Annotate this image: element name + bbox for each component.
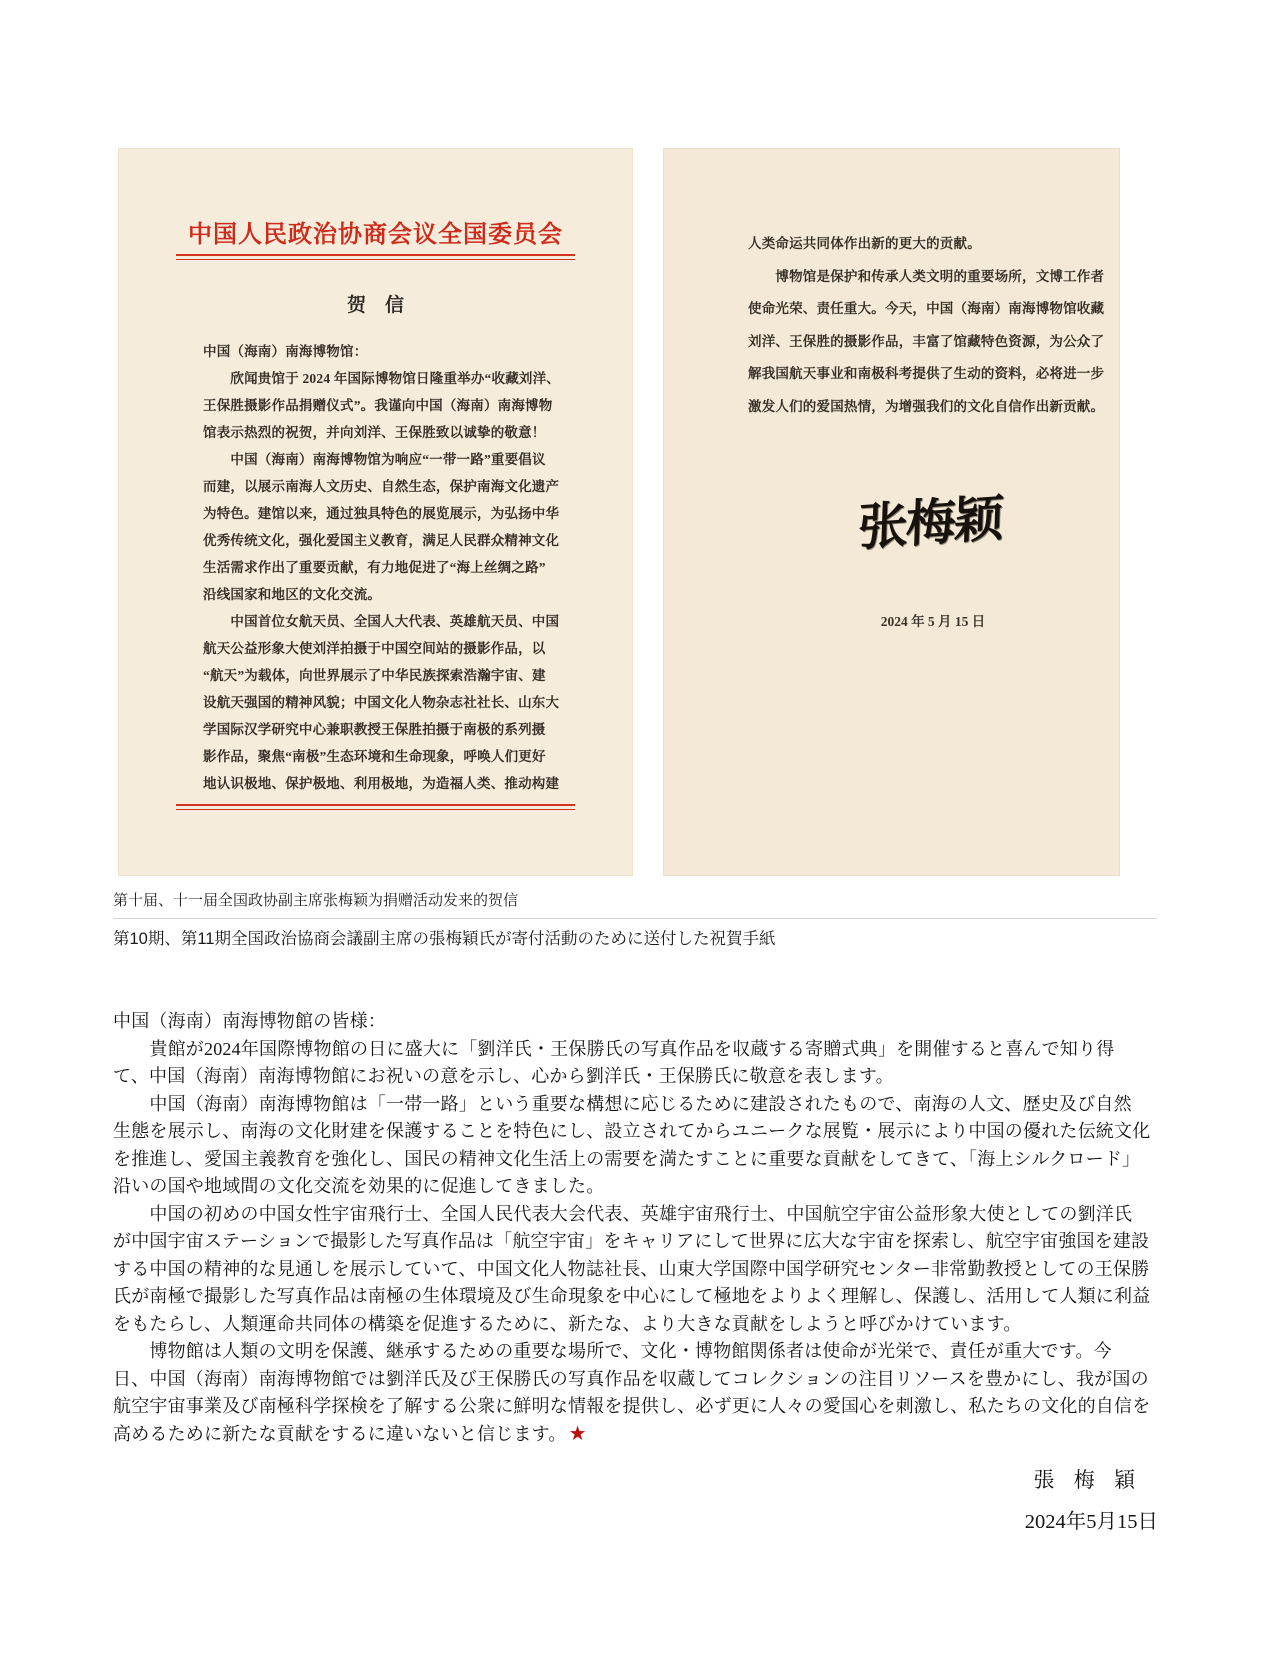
letter-line: 地认识极地、保护极地、利用极地，为造福人类、推动构建 [203, 776, 560, 791]
letter-heading: 贺 信 [346, 295, 404, 316]
translation-line: をもたらし、人類運命共同体の構築を促進するために、新たな、より大きな貢献をしようと呼びかけています。 [113, 1313, 1022, 1334]
letter-bottom-rule [176, 804, 575, 810]
letter-line: 中国（海南）南海博物馆为响应“一带一路”重要倡议 [203, 452, 546, 467]
translation-line: 中国（海南）南海博物館は「一帯一路」という重要な構想に応じるために建設されたもので、南海の人文、歴史及び自然 [113, 1093, 1132, 1114]
letter-top-rule [176, 254, 575, 260]
translation-line: 航空宇宙事業及び南極科学探検を了解する公衆に鮮明な情報を提供し、必ず更に人々の愛国心を刺激し、私たちの文化的自信を [113, 1396, 1151, 1416]
letter-scan-page-2 [663, 148, 1120, 876]
translation-last-line-text: 高めるために新たな貢献をするに違いないと信じます。 [113, 1423, 567, 1444]
translation-lines [113, 1008, 1163, 1421]
translation-line: 沿いの国や地域間の文化交流を効果的に促進してきました。 [113, 1176, 605, 1196]
letter-line: 生活需求作出了重要贡献，有力地促进了“海上丝绸之路” [203, 560, 546, 575]
letter-line: 博物馆是保护和传承人类文明的重要场所，文博工作者 [748, 268, 1105, 284]
letter-line: 欣闻贵馆于 2024 年国际博物馆日隆重举办“收藏刘洋、 [203, 371, 560, 386]
translation-line: 貴館が2024年国際博物館の日に盛大に「劉洋氏・王保勝氏の写真作品を収蔵する寄贈式典」を開催すると喜んで知り得 [113, 1038, 1115, 1059]
translation-line: 日、中国（海南）南海博物館では劉洋氏及び王保勝氏の写真作品を収蔵してコレクションの注目リソースを豊かにし、我が国の [113, 1368, 1149, 1389]
letter-line: 中国（海南）南海博物馆： [203, 344, 368, 359]
letter-date: 2024 年 5 月 15 日 [880, 614, 986, 629]
letter-body-left [203, 338, 563, 797]
letter-line: “航天”为载体，向世界展示了中华民族探索浩瀚宇宙、建 [203, 668, 546, 683]
translation-block [113, 1008, 1163, 1448]
letter-line: 设航天强国的精神风貌；中国文化人物杂志社社长、山东大 [203, 695, 560, 710]
letter-line: 馆表示热烈的祝贺，并向刘洋、王保胜致以诚挚的敬意！ [203, 425, 546, 440]
caption-chinese: 第十届、十一届全国政协副主席张梅颖为捐赠活动发来的贺信 [113, 892, 519, 909]
letter-line: 为特色。建馆以来，通过独具特色的展览展示，为弘扬中华 [203, 506, 560, 521]
translation-line: する中国の精神的な見通しを展示していて、中国文化人物誌社長、山東大学国際中国学研究センター非常勤教授としての王保勝 [113, 1258, 1150, 1279]
letter-line: 解我国航天事业和南极科考提供了生动的资料，必将进一步 [748, 366, 1105, 381]
translation-line: を推進し、愛国主義教育を強化し、国民の精神文化生活上の需要を満たすことに重要な貢献をしてきて、「海上シルクロード」 [113, 1148, 1141, 1169]
red-star-icon: ★ [568, 1422, 587, 1445]
handwritten-signature: 张梅颖 [857, 489, 1003, 557]
letter-line: 沿线国家和地区的文化交流。 [203, 587, 382, 602]
translation-line: 中国（海南）南海博物館の皆様： [113, 1011, 386, 1031]
translation-line: が中国宇宙ステーションで撮影した写真作品は「航空宇宙」をキャリアにして世界に広大な宇宙を探索し、航空宇宙強国を建設 [113, 1231, 1150, 1251]
letter-line: 刘洋、王保胜的摄影作品，丰富了馆藏特色资源，为公众了 [748, 333, 1105, 349]
letter-line: 使命光荣、责任重大。今天，中国（海南）南海博物馆收藏 [748, 301, 1105, 316]
translation-line: 氏が南極で撮影した写真作品は南極の生体環境及び生命現象を中心にして極地をよりよく理解し、保護し、活用して人類に利益 [113, 1286, 1151, 1306]
translation-date: 2024年5月15日 [1024, 1511, 1158, 1533]
letter-line: 优秀传统文化，强化爱国主义教育，满足人民群众精神文化 [203, 533, 560, 548]
letter-org-title: 中国人民政治协商会议全国委员会 [188, 222, 563, 248]
letter-line: 而建，以展示南海人文历史、自然生态，保护南海文化遗产 [203, 479, 560, 494]
translation-signature: 張 梅 穎 [1033, 1468, 1142, 1492]
translation-last-line [113, 1421, 1163, 1449]
letter-line: 学国际汉学研究中心兼职教授王保胜拍摄于南极的系列摄 [203, 722, 546, 737]
translation-line: 生態を展示し、南海の文化財建を保護することを特色にし、設立されてからユニークな展覧・展示により中国の優れた伝統文化 [113, 1121, 1151, 1141]
letter-line: 激发人们的爱国热情，为增强我们的文化自信作出新贡献。 [748, 398, 1105, 414]
letter-line: 影作品，聚焦“南极”生态环境和生命现象，呼唤人们更好 [203, 749, 546, 764]
caption-japanese: 第10期、第11期全国政治協商会議副主席の張梅穎氏が寄付活動のために送付した祝賀手紙 [113, 930, 776, 948]
translation-line: て、中国（海南）南海博物館にお祝いの意を示し、心から劉洋氏・王保勝氏に敬意を表します。 [113, 1066, 894, 1086]
letter-line: 航天公益形象大使刘洋拍摄于中国空间站的摄影作品，以 [203, 641, 546, 656]
translation-line: 博物館は人類の文明を保護、継承するための重要な場所で、文化・博物館関係者は使命が光栄で、責任が重大です。今 [113, 1341, 1112, 1361]
caption-divider [113, 918, 1157, 919]
letter-line: 人类命运共同体作出新的更大的贡献。 [748, 236, 981, 251]
letter-line: 王保胜摄影作品捐赠仪式”。我谨向中国（海南）南海博物 [203, 398, 553, 413]
letter-body-right [748, 228, 1108, 423]
letter-line: 中国首位女航天员、全国人大代表、英雄航天员、中国 [203, 614, 560, 629]
letter-scan-page-1 [118, 148, 633, 876]
translation-line: 中国の初めの中国女性宇宙飛行士、全国人民代表大会代表、英雄宇宙飛行士、中国航空宇宙公益形象大使としての劉洋氏 [113, 1203, 1133, 1224]
